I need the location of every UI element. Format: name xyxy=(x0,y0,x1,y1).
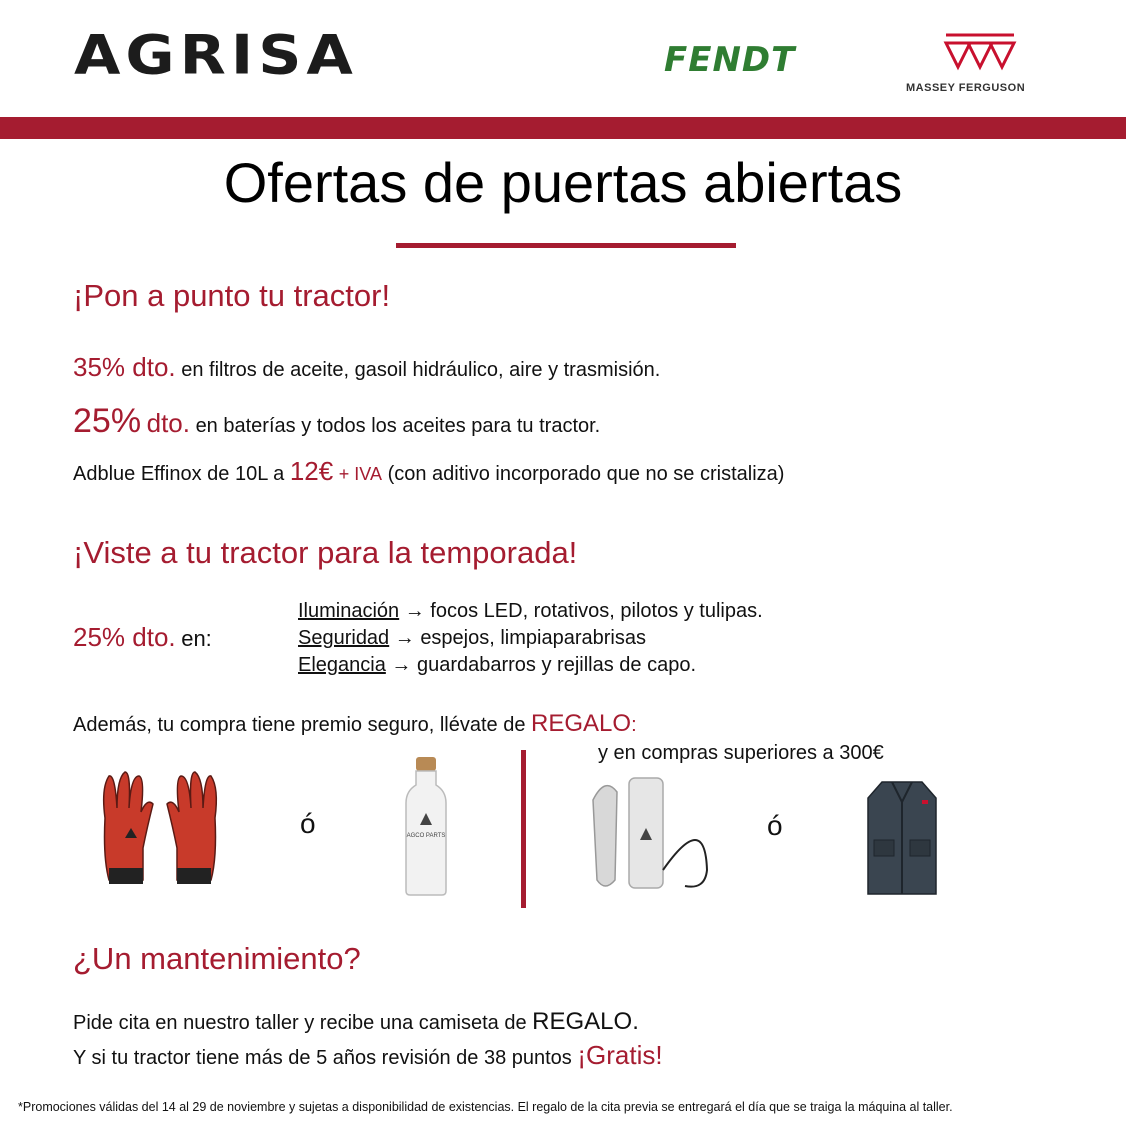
item-detail: espejos, limpiaparabrisas xyxy=(420,627,646,649)
header-band xyxy=(0,117,1126,139)
offer2-pct: 25% xyxy=(73,402,142,440)
gift-regalo: REGALO xyxy=(531,710,632,737)
agrisa-logo: AGRISA xyxy=(74,24,358,87)
section2-item-elegancia xyxy=(298,654,696,677)
section2-discount: 25% dto. xyxy=(73,622,176,652)
offer3-prefix: Adblue Effinox de 10L a xyxy=(73,463,285,485)
gift-prefix: Además, tu compra tiene premio seguro, llévate de xyxy=(73,714,526,736)
title-underline xyxy=(396,243,736,248)
offer3 xyxy=(73,456,784,487)
gloves-image-icon xyxy=(95,768,225,890)
section3-line1 xyxy=(73,1008,639,1036)
section2-discount-line xyxy=(73,622,212,653)
offer2-dto: dto. xyxy=(146,408,190,438)
arrow-icon: → xyxy=(404,600,425,622)
item-category: Elegancia xyxy=(298,654,386,676)
page-title: Ofertas de puertas abiertas xyxy=(223,151,903,214)
item-detail: focos LED, rotativos, pilotos y tulipas. xyxy=(430,600,763,622)
offer1-text: en filtros de aceite, gasoil hidráulico, aire y trasmisión. xyxy=(181,359,661,381)
arrow-icon: → xyxy=(391,654,412,676)
section3-line2-prefix: Y si tu tractor tiene más de 5 años revisión de 38 puntos xyxy=(73,1047,572,1069)
offer1 xyxy=(73,352,660,383)
section2-item-iluminacion xyxy=(298,600,763,623)
offer3-suffix: (con aditivo incorporado que no se cristaliza) xyxy=(387,463,785,485)
section3-line1-prefix: Pide cita en nuestro taller y recibe una camiseta de xyxy=(73,1012,527,1034)
fendt-logo: FENDT xyxy=(664,40,796,80)
offer2-text: en baterías y todos los aceites para tu tractor. xyxy=(195,415,601,437)
arrow-icon: → xyxy=(394,627,415,649)
item-detail: guardabarros y rejillas de capo. xyxy=(416,654,697,676)
section1-heading: ¡Pon a punto tu tractor! xyxy=(73,278,391,313)
massey-ferguson-logo-icon xyxy=(940,25,1020,77)
gift-over300: y en compras superiores a 300€ xyxy=(598,742,884,764)
section3-regalo: REGALO. xyxy=(532,1008,639,1035)
knife-flashlight-image-icon xyxy=(585,770,715,898)
massey-ferguson-wordmark: MASSEY FERGUSON xyxy=(906,82,1026,94)
offer3-price: 12€ xyxy=(289,456,334,486)
offer1-discount: 35% dto. xyxy=(73,352,176,382)
item-category: Iluminación xyxy=(298,600,400,622)
gift-line xyxy=(73,710,637,738)
or-separator-1: ó xyxy=(300,808,316,839)
gift-divider xyxy=(521,750,526,908)
section2-heading: ¡Viste a tu tractor para la temporada! xyxy=(73,535,578,570)
bottle-brand: AGCO PARTS xyxy=(406,833,446,839)
footnote: *Promociones válidas del 14 al 29 de noviembre y sujetas a disponibilidad de existencias. El regalo de la cita previa se entregará el día que se traiga la máquina al taller. xyxy=(18,1100,953,1114)
vest-image-icon xyxy=(862,778,942,898)
offer2 xyxy=(73,402,600,441)
section3-heading: ¿Un mantenimiento? xyxy=(73,941,361,976)
section3-line2 xyxy=(73,1040,663,1071)
section2-item-seguridad xyxy=(298,627,646,650)
section2-en: en: xyxy=(181,626,212,651)
item-category: Seguridad xyxy=(298,627,390,649)
water-bottle-image-icon xyxy=(402,755,450,897)
or-separator-2: ó xyxy=(767,810,783,841)
offer3-iva: + IVA xyxy=(338,464,382,484)
gift-colon: : xyxy=(631,714,637,736)
section3-gratis: ¡Gratis! xyxy=(577,1040,663,1070)
